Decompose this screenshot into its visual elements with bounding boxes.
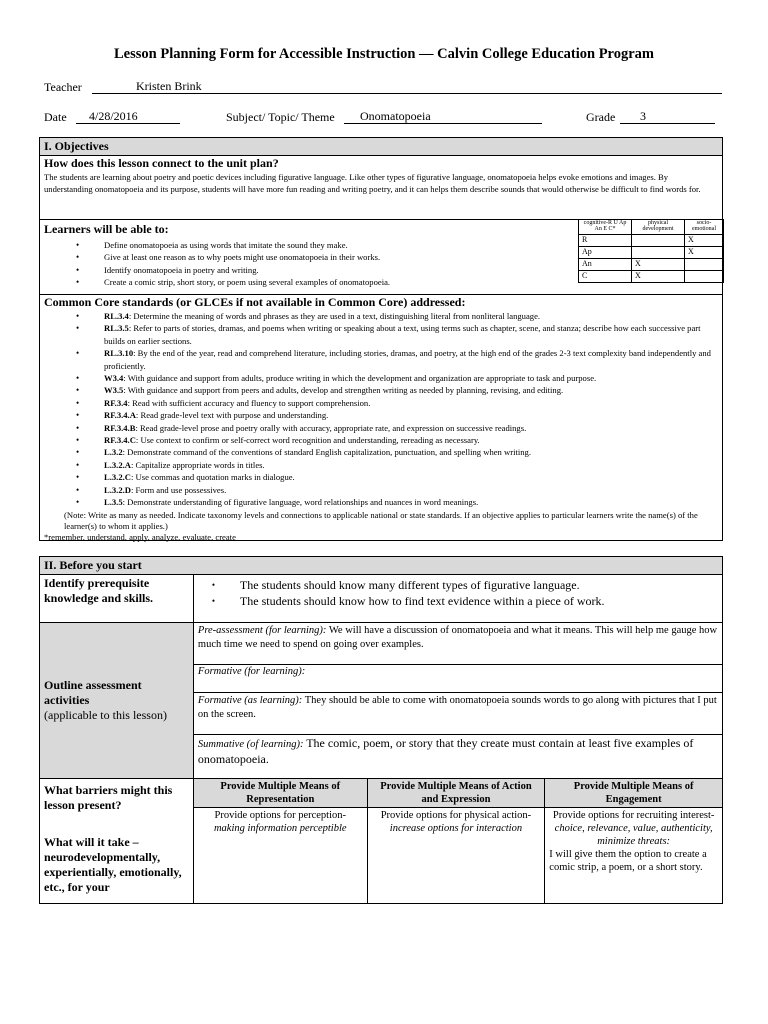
standard-code: RL.3.10 bbox=[104, 348, 134, 359]
taxonomy-cell: Ap bbox=[579, 247, 632, 259]
taxonomy-header-physical: physical development bbox=[632, 220, 685, 235]
date-value: 4/28/2016 bbox=[89, 109, 138, 123]
prereq-item: • The students should know how to find text evidence within a piece of work. bbox=[240, 593, 718, 609]
prereq-list bbox=[198, 577, 718, 609]
pre-assessment-cell bbox=[193, 623, 722, 665]
udl-rep-italic: making information perceptible bbox=[213, 823, 347, 834]
date-field bbox=[76, 109, 180, 124]
taxonomy-cell: X bbox=[685, 247, 724, 259]
formative-for-cell bbox=[193, 665, 722, 693]
udl-act-text: Provide options for physical action- bbox=[380, 810, 532, 821]
standard-item bbox=[104, 384, 722, 396]
taxonomy-cell: X bbox=[632, 271, 685, 283]
learners-block bbox=[40, 220, 722, 295]
standard-code: L.3.2 bbox=[104, 447, 123, 458]
standard-item bbox=[104, 434, 722, 446]
teacher-label: Teacher bbox=[44, 80, 82, 94]
udl-header-engagement: Provide Multiple Means of Engagement bbox=[545, 779, 723, 808]
standard-item bbox=[104, 422, 722, 434]
standard-item bbox=[104, 397, 722, 409]
assessment-sublabel: (applicable to this lesson) bbox=[44, 708, 167, 722]
what-it-takes-label: What will it take – neurodevelopmentally, experientially, emotionally, etc., for your bbox=[44, 835, 182, 894]
standards-note: (Note: Write as many as needed. Indicate taxonomy levels and connections to applicable national or state standards. If an objective applies to particular learners write the name(s) of the learner(s) to whom it applies.) bbox=[64, 509, 698, 531]
taxonomy-cell bbox=[632, 235, 685, 247]
objective-item: • Create a comic strip, short story, or poem using several examples of onomatopoeia. bbox=[104, 276, 722, 288]
grade-field bbox=[620, 109, 715, 124]
udl-engagement-cell bbox=[545, 808, 723, 904]
standard-code: L.3.5 bbox=[104, 497, 123, 508]
date-label: Date bbox=[44, 110, 67, 124]
assessment-label: Outline assessment activities bbox=[44, 678, 142, 707]
standard-text: : By the end of the year, read and comprehend literature, including stories, dramas, and poetry, at the high end of the grades 2-3 text complexity band independently and proficiently. bbox=[104, 348, 711, 371]
taxonomy-cell bbox=[685, 271, 724, 283]
standard-item bbox=[104, 409, 722, 421]
taxonomy-cell: X bbox=[632, 259, 685, 271]
grade-label: Grade bbox=[586, 110, 616, 124]
objectives-section bbox=[39, 137, 723, 541]
standard-text: : With guidance and support from peers and adults, develop and strengthen writing as needed by planning, revising, and editing. bbox=[123, 385, 564, 396]
taxonomy-cell bbox=[632, 247, 685, 259]
standard-code: L.3.2.D bbox=[104, 484, 131, 495]
standard-code: RL.3.5 bbox=[104, 323, 129, 334]
standard-item bbox=[104, 310, 722, 322]
udl-eng-italic: choice, relevance, value, authenticity, minimize threats: bbox=[554, 823, 713, 847]
pre-assessment-text: We will have a discussion of onomatopoeia and what it means. This will help me gauge how much time we need to spend on going over examples. bbox=[197, 625, 718, 650]
taxonomy-header-socio: socio-emotional bbox=[685, 220, 724, 235]
standard-code: RL.3.4 bbox=[104, 311, 129, 321]
teacher-field bbox=[92, 79, 722, 94]
standard-item bbox=[104, 372, 722, 384]
standard-text: : Demonstrate command of the conventions of standard English capitalization, punctuation, and spelling when writing. bbox=[122, 447, 531, 458]
standard-text: : With guidance and support from adults, produce writing in which the development and organization are appropriate to task and purpose. bbox=[123, 373, 597, 384]
formative-as-label: Formative (as learning): bbox=[197, 695, 303, 706]
prereq-label: Identify prerequisite knowledge and skills. bbox=[40, 575, 194, 623]
before-you-start-section bbox=[39, 556, 723, 904]
objective-item: • Give at least one reason as to why poets might use onomatopoeia in their works. bbox=[104, 251, 722, 263]
objectives-title: I. Objectives bbox=[40, 138, 722, 156]
standards-list bbox=[40, 310, 722, 509]
summative-cell bbox=[193, 735, 722, 779]
standard-code: W3.4 bbox=[104, 373, 124, 384]
unit-connection-text: The students are learning about poetry and poetic devices including figurative language. Like other types of figurative language, onomatopoeia helps evoke emotions and images. By understanding onomatopoeia and its purpose, students will have more fun reading and writing poetry, and it can helps them describe sounds that would otherwise be difficult to find words for. bbox=[44, 172, 701, 194]
standard-text: : Read grade-level text with purpose and understanding. bbox=[135, 410, 329, 421]
standard-item bbox=[104, 347, 722, 372]
taxonomy-header-cognitive: cognitive-R U Ap An E C* bbox=[579, 220, 632, 235]
standard-item bbox=[104, 471, 722, 483]
summative-text: The comic, poem, or story that they create must contain at least five examples of onomatopoeia. bbox=[197, 736, 694, 766]
taxonomy-cell bbox=[685, 259, 724, 271]
learners-heading: Learners will be able to: bbox=[44, 222, 169, 236]
taxonomy-cell: X bbox=[685, 235, 724, 247]
formative-for-label: Formative (for learning): bbox=[197, 666, 306, 677]
taxonomy-cell: An bbox=[579, 259, 632, 271]
unit-connection-block bbox=[40, 156, 722, 220]
standard-text: : Use commas and quotation marks in dialogue. bbox=[130, 472, 295, 483]
barriers-label: What barriers might this lesson present? bbox=[44, 783, 173, 812]
objective-item: • Define onomatopoeia as using words that imitate the sound they make. bbox=[104, 239, 722, 251]
standard-text: : Use context to confirm or self-correct word recognition and understanding, rereading as necessary. bbox=[135, 435, 480, 446]
standard-item bbox=[104, 484, 722, 496]
standard-code: W3.5 bbox=[104, 385, 124, 396]
before-start-title: II. Before you start bbox=[40, 557, 723, 575]
standard-item bbox=[104, 322, 722, 347]
formative-as-cell bbox=[193, 693, 722, 735]
standard-text: : Demonstrate understanding of figurative language, word relationships and nuances in word meanings. bbox=[122, 497, 479, 508]
standard-item bbox=[104, 459, 722, 471]
barriers-cell bbox=[40, 779, 194, 904]
subject-field bbox=[344, 109, 542, 124]
standard-text: : Refer to parts of stories, dramas, and poems when writing or speaking about a text, using terms such as chapter, scene, and stanza; describe how each successive part builds on earlier sections. bbox=[104, 323, 701, 346]
udl-eng-detail: I will give them the option to create a comic strip, a poem, or a short story. bbox=[549, 849, 707, 873]
standard-code: RF.3.4.B bbox=[104, 422, 136, 433]
standard-code: RF.3.4 bbox=[104, 397, 128, 408]
udl-rep-text: Provide options for perception- bbox=[214, 810, 347, 821]
taxonomy-cell: R bbox=[579, 235, 632, 247]
pre-assessment-label: Pre-assessment (for learning): bbox=[197, 625, 327, 636]
objective-item: • Identify onomatopoeia in poetry and writing. bbox=[104, 264, 722, 276]
standard-item bbox=[104, 446, 722, 458]
standard-code: L.3.2.A bbox=[104, 459, 131, 470]
form-title: Lesson Planning Form for Accessible Instruction — Calvin College Education Program bbox=[114, 46, 654, 62]
unit-connection-heading: How does this lesson connect to the unit plan? bbox=[44, 156, 279, 170]
prereq-item: • The students should know many different types of figurative language. bbox=[240, 577, 718, 593]
udl-representation-cell bbox=[193, 808, 367, 904]
taxonomy-table bbox=[578, 219, 724, 283]
standard-text: : Capitalize appropriate words in titles. bbox=[130, 459, 265, 470]
standards-block bbox=[40, 295, 722, 543]
udl-header-representation: Provide Multiple Means of Representation bbox=[193, 779, 367, 808]
udl-eng-text: Provide options for recruiting interest- bbox=[552, 810, 715, 821]
subject-value: Onomatopoeia bbox=[360, 109, 431, 123]
standard-text: : Form and use possessives. bbox=[130, 484, 227, 495]
standard-code: RF.3.4.C bbox=[104, 435, 136, 446]
summative-label: Summative (of learning): bbox=[197, 739, 304, 750]
standards-heading: Common Core standards (or GLCEs if not available in Common Core) addressed: bbox=[44, 295, 466, 309]
standard-text: : Read with sufficient accuracy and fluency to support comprehension. bbox=[127, 397, 371, 408]
subject-label: Subject/ Topic/ Theme bbox=[226, 110, 335, 124]
teacher-name: Kristen Brink bbox=[136, 79, 202, 93]
standard-code: L.3.2.C bbox=[104, 472, 131, 483]
standard-item bbox=[104, 496, 722, 508]
standard-text: : Determine the meaning of words and phrases as they are used in a text, distinguishing literal from nonliteral language. bbox=[128, 311, 541, 321]
assessment-label-cell bbox=[40, 623, 194, 779]
taxonomy-cell: C bbox=[579, 271, 632, 283]
standard-text: : Read grade-level prose and poetry orally with accuracy, appropriate rate, and expression on successive readings. bbox=[135, 422, 527, 433]
formative-as-text: They should be able to come with onomatopoeia sounds words to go along with pictures that I put on the screen. bbox=[197, 695, 717, 720]
standard-code: RF.3.4.A bbox=[104, 410, 136, 421]
udl-act-italic: increase options for interaction bbox=[389, 823, 523, 834]
grade-value: 3 bbox=[640, 109, 646, 123]
udl-header-action: Provide Multiple Means of Action and Expression bbox=[367, 779, 545, 808]
taxonomy-footnote: *remember, understand, apply, analyze, evaluate, create bbox=[44, 531, 236, 542]
udl-action-cell bbox=[367, 808, 545, 904]
prereq-content bbox=[193, 575, 722, 623]
